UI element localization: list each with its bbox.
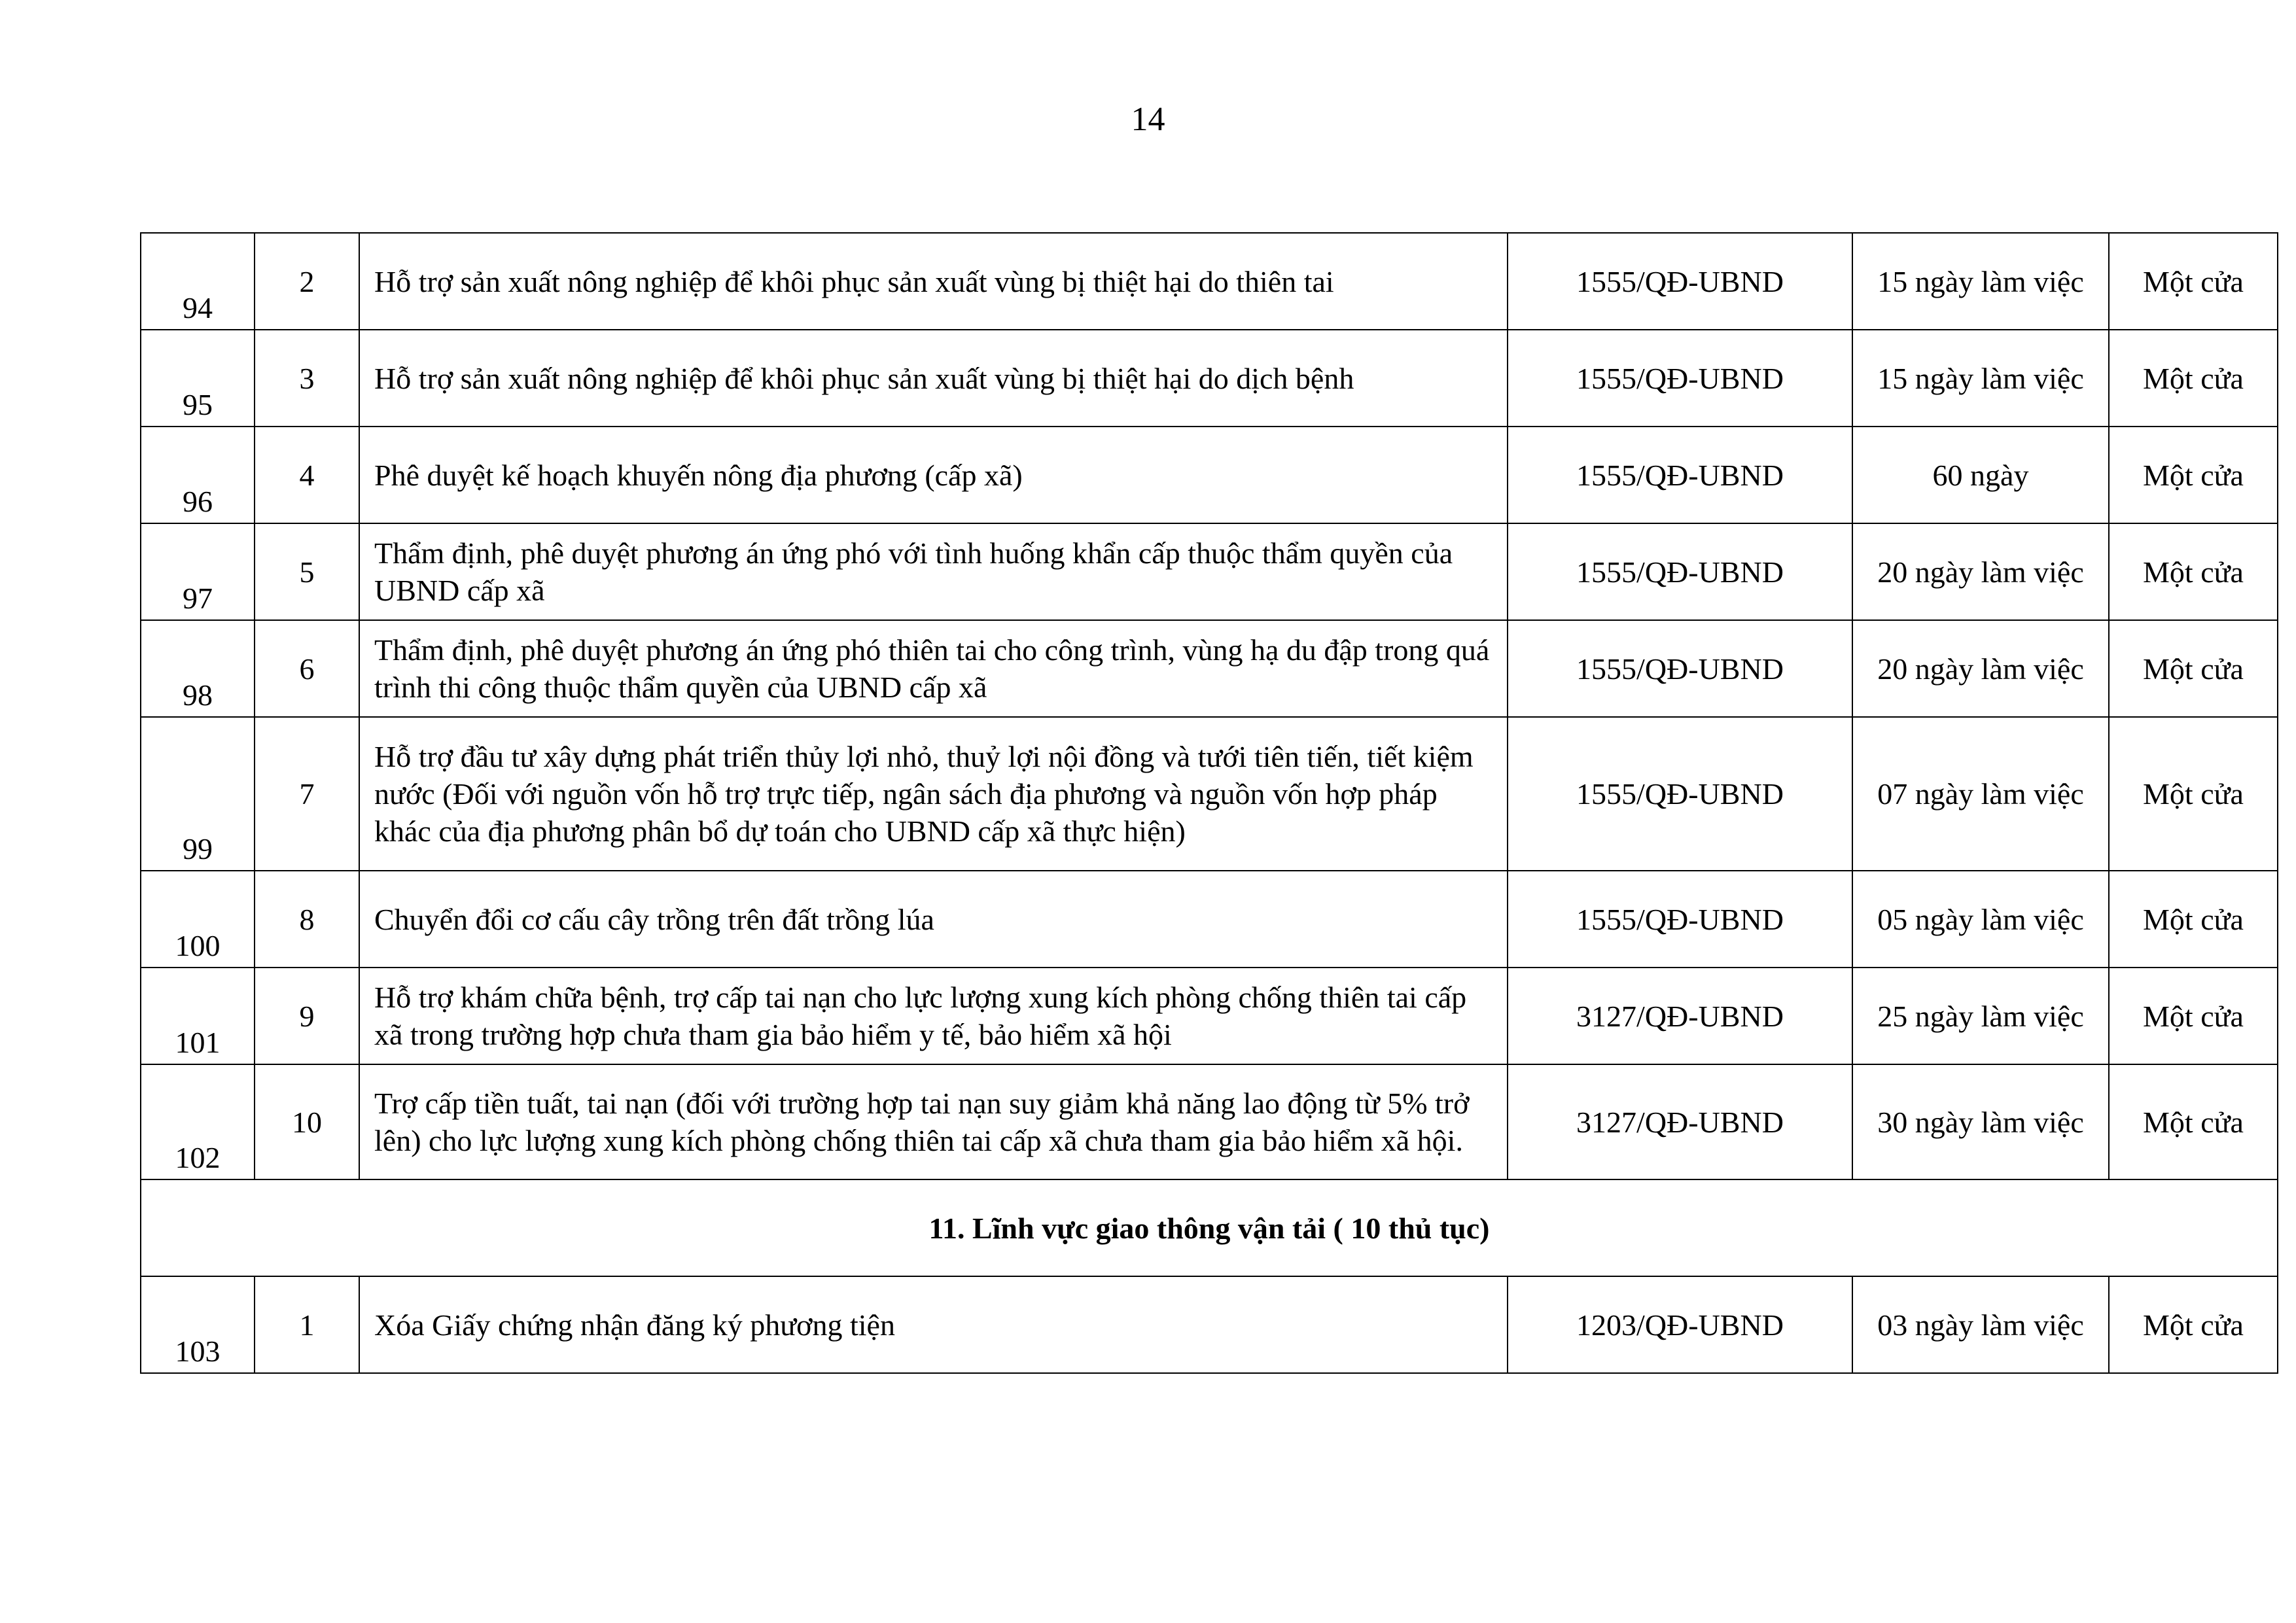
row-number: 94 — [141, 233, 255, 330]
section-header-row — [141, 1179, 2278, 1276]
table-row — [141, 968, 2278, 1064]
decision-number: 1555/QĐ-UBND — [1508, 717, 1852, 871]
service-mode: Một cửa — [2109, 1276, 2278, 1373]
row-number: 97 — [141, 523, 255, 620]
processing-time: 05 ngày làm việc — [1852, 871, 2109, 968]
processing-time: 30 ngày làm việc — [1852, 1064, 2109, 1179]
procedure-name: Thẩm định, phê duyệt phương án ứng phó thiên tai cho công trình, vùng hạ du đập trong quá trình thi công thuộc thẩm quyền của UBND cấp xã — [359, 620, 1508, 717]
service-mode: Một cửa — [2109, 330, 2278, 427]
procedure-name: Thẩm định, phê duyệt phương án ứng phó với tình huống khẩn cấp thuộc thẩm quyền của UBND cấp xã — [359, 523, 1508, 620]
processing-time: 60 ngày — [1852, 427, 2109, 523]
service-mode: Một cửa — [2109, 871, 2278, 968]
row-number: 103 — [141, 1276, 255, 1373]
decision-number: 3127/QĐ-UBND — [1508, 1064, 1852, 1179]
sub-number: 10 — [255, 1064, 359, 1179]
table-row — [141, 233, 2278, 330]
row-number: 100 — [141, 871, 255, 968]
page-number: 14 — [1131, 101, 1165, 138]
procedure-name: Chuyển đổi cơ cấu cây trồng trên đất trồng lúa — [359, 871, 1508, 968]
procedure-name: Hỗ trợ đầu tư xây dựng phát triển thủy lợi nhỏ, thuỷ lợi nội đồng và tưới tiên tiến, tiết kiệm nước (Đối với nguồn vốn hỗ trợ trực tiếp, ngân sách địa phương và nguồn vốn hợp pháp khác của địa phương phân bổ dự toán cho UBND cấp xã thực hiện) — [359, 717, 1508, 871]
sub-number: 7 — [255, 717, 359, 871]
service-mode: Một cửa — [2109, 620, 2278, 717]
table-row — [141, 717, 2278, 871]
decision-number: 1555/QĐ-UBND — [1508, 523, 1852, 620]
procedure-name: Phê duyệt kế hoạch khuyến nông địa phương (cấp xã) — [359, 427, 1508, 523]
table-row — [141, 523, 2278, 620]
procedure-name: Hỗ trợ sản xuất nông nghiệp để khôi phục sản xuất vùng bị thiệt hại do dịch bệnh — [359, 330, 1508, 427]
row-number: 96 — [141, 427, 255, 523]
service-mode: Một cửa — [2109, 968, 2278, 1064]
sub-number: 2 — [255, 233, 359, 330]
procedure-name: Hỗ trợ khám chữa bệnh, trợ cấp tai nạn cho lực lượng xung kích phòng chống thiên tai cấp xã trong trường hợp chưa tham gia bảo hiểm y tế, bảo hiểm xã hội — [359, 968, 1508, 1064]
section-title: 11. Lĩnh vực giao thông vận tải ( 10 thủ tục) — [141, 1179, 2278, 1276]
table-row — [141, 1276, 2278, 1373]
table-row — [141, 871, 2278, 968]
procedures-table — [140, 232, 2278, 1374]
table-row — [141, 427, 2278, 523]
procedure-name: Hỗ trợ sản xuất nông nghiệp để khôi phục sản xuất vùng bị thiệt hại do thiên tai — [359, 233, 1508, 330]
sub-number: 1 — [255, 1276, 359, 1373]
sub-number: 6 — [255, 620, 359, 717]
service-mode: Một cửa — [2109, 1064, 2278, 1179]
decision-number: 1555/QĐ-UBND — [1508, 871, 1852, 968]
sub-number: 5 — [255, 523, 359, 620]
table-row — [141, 330, 2278, 427]
processing-time: 15 ngày làm việc — [1852, 330, 2109, 427]
service-mode: Một cửa — [2109, 233, 2278, 330]
decision-number: 1555/QĐ-UBND — [1508, 330, 1852, 427]
row-number: 102 — [141, 1064, 255, 1179]
row-number: 98 — [141, 620, 255, 717]
processing-time: 20 ngày làm việc — [1852, 523, 2109, 620]
service-mode: Một cửa — [2109, 427, 2278, 523]
processing-time: 25 ngày làm việc — [1852, 968, 2109, 1064]
table-row — [141, 1064, 2278, 1179]
decision-number: 3127/QĐ-UBND — [1508, 968, 1852, 1064]
decision-number: 1555/QĐ-UBND — [1508, 427, 1852, 523]
processing-time: 03 ngày làm việc — [1852, 1276, 2109, 1373]
processing-time: 15 ngày làm việc — [1852, 233, 2109, 330]
table-row — [141, 620, 2278, 717]
decision-number: 1555/QĐ-UBND — [1508, 233, 1852, 330]
procedure-name: Trợ cấp tiền tuất, tai nạn (đối với trường hợp tai nạn suy giảm khả năng lao động từ 5% trở lên) cho lực lượng xung kích phòng chống thiên tai cấp xã chưa tham gia bảo hiểm xã hội. — [359, 1064, 1508, 1179]
sub-number: 4 — [255, 427, 359, 523]
sub-number: 3 — [255, 330, 359, 427]
processing-time: 20 ngày làm việc — [1852, 620, 2109, 717]
row-number: 99 — [141, 717, 255, 871]
decision-number: 1203/QĐ-UBND — [1508, 1276, 1852, 1373]
service-mode: Một cửa — [2109, 523, 2278, 620]
service-mode: Một cửa — [2109, 717, 2278, 871]
sub-number: 8 — [255, 871, 359, 968]
decision-number: 1555/QĐ-UBND — [1508, 620, 1852, 717]
row-number: 101 — [141, 968, 255, 1064]
procedure-name: Xóa Giấy chứng nhận đăng ký phương tiện — [359, 1276, 1508, 1373]
sub-number: 9 — [255, 968, 359, 1064]
processing-time: 07 ngày làm việc — [1852, 717, 2109, 871]
row-number: 95 — [141, 330, 255, 427]
